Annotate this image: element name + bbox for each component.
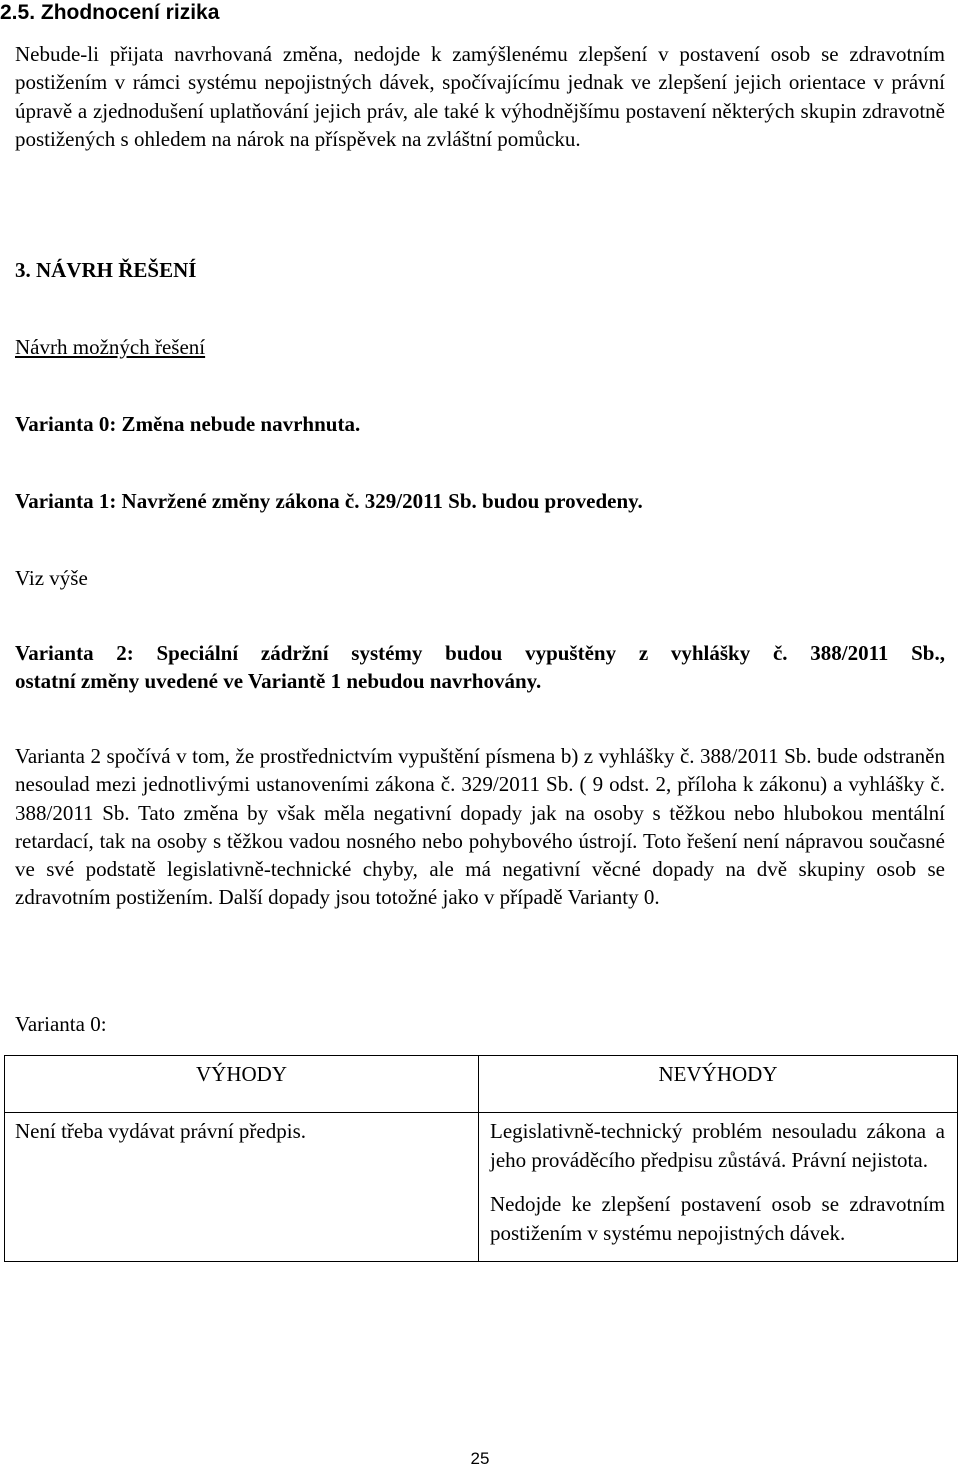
table-header-row [5, 1056, 958, 1113]
chapter-heading: 3. NÁVRH ŘEŠENÍ [15, 258, 197, 282]
disadvantage-item: Legislativně-technický problém nesouladu zákona a jeho prováděcího předpisu zůstává. Právní nejistota. [490, 1119, 945, 1172]
variant-0-title: Varianta 0: Změna nebude navrhnuta. [15, 412, 361, 436]
disadvantage-item: Nedojde ke zlepšení postavení osob se zdravotním postižením v systému nepojistných dávek. [490, 1192, 945, 1245]
header-disadvantages: NEVÝHODY [479, 1056, 958, 1113]
advantage-item: Není třeba vydávat právní předpis. [15, 1119, 306, 1143]
table-row [5, 1113, 958, 1262]
advantages-cell [5, 1113, 479, 1262]
variant-2-title-line-1: Varianta 2: Speciální zádržní systémy budou vypuštěny z vyhlášky č. 388/2011 Sb., [15, 641, 945, 665]
risk-assessment-paragraph: Nebude-li přijata navrhovaná změna, nedojde k zamýšlenému zlepšení v postavení osob se zdravotním postižením v rámci systému nepojistných dávek, spočívajícímu jednak ve zlepšení jejich orientace v právní úpravě a zjednodušení uplatňování jejich práv, ale také k výhodnějšímu postavení některých skupin zdravotně postižených s ohledem na nárok na příspěvek na zvláštní pomůcku. [15, 42, 945, 151]
variant-1-title: Varianta 1: Navržené změny zákona č. 329/2011 Sb. budou provedeny. [15, 489, 643, 513]
see-above-note: Viz výše [15, 566, 88, 590]
solutions-subheading: Návrh možných řešení [15, 335, 206, 359]
disadvantages-cell [479, 1113, 958, 1262]
page-number: 25 [470, 1449, 490, 1468]
header-advantages: VÝHODY [5, 1056, 479, 1113]
variant-2-title-line-2: ostatní změny uvedené ve Variantě 1 nebudou navrhovány. [15, 669, 542, 693]
section-heading: 2.5. Zhodnocení rizika [0, 1, 220, 24]
table-caption: Varianta 0: [15, 1012, 107, 1036]
variant-2-paragraph: Varianta 2 spočívá v tom, že prostřednictvím vypuštění písmena b) z vyhlášky č. 388/2011 Sb. bude odstraněn nesoulad mezi jednotlivými ustanoveními zákona č. 329/2011 Sb. ( 9 odst. 2, příloha k zákonu) a vyhlášky č. 388/2011 Sb. Tato změna by však měla negativní dopady jak na osoby s těžkou nebo hlubokou mentální retardací, tak na osoby s těžkou vadou nosného nebo pohybového ústrojí. Toto řešení není nápravou současné ve své podstatě legislativně-technické chyby, ale má negativní věcné dopady na dvě skupiny osob se zdravotním postižením. Další dopady jsou totožné jako v případě Varianty 0. [15, 744, 945, 910]
advantages-disadvantages-table [4, 1055, 958, 1262]
